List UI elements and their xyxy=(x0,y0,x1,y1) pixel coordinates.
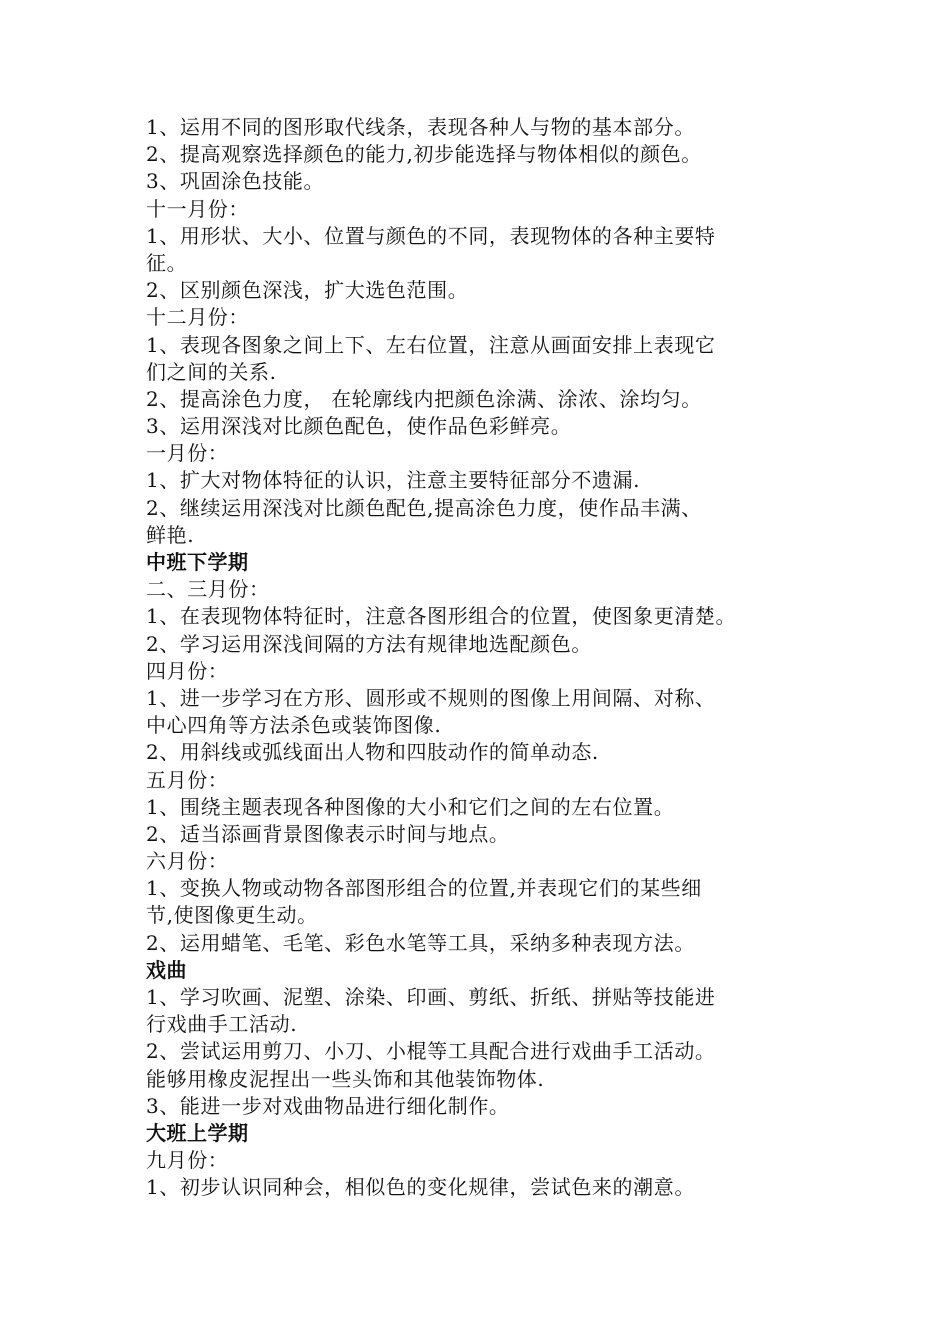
text-line: 1、变换人物或动物各部图形组合的位置,并表现它们的某些细 xyxy=(146,876,702,901)
text-line: 征。 xyxy=(146,250,188,275)
text-line: 五月份： xyxy=(146,767,229,792)
text-line: 一月份： xyxy=(146,441,229,466)
text-line: 十一月份： xyxy=(146,196,249,221)
section-heading: 大班上学期 xyxy=(146,1120,249,1145)
section-heading: 中班下学期 xyxy=(146,550,249,574)
text-line: 2、尝试运用剪刀、小刀、小棍等工具配合进行戏曲手工活动。 xyxy=(146,1039,716,1064)
text-line: 1、运用不同的图形取代线条，表现各种人与物的基本部分。 xyxy=(146,115,695,139)
text-line: 3、能进一步对戏曲物品进行细化制作。 xyxy=(146,1093,510,1118)
text-line: 1、在表现物体特征时，注意各图形组合的位置，使图象更清楚。 xyxy=(146,604,737,629)
text-line: 1、初步认识同种会，相似色的变化规律，尝试色来的潮意。 xyxy=(146,1175,695,1200)
text-line: 行戏曲手工活动. xyxy=(146,1012,298,1037)
text-line: 2、提高观察选择颜色的能力,初步能选择与物体相似的颜色。 xyxy=(146,142,702,167)
text-line: 四月份： xyxy=(146,658,229,683)
text-line: 能够用橡皮泥捏出一些头饰和其他装饰物体. xyxy=(146,1066,545,1091)
text-line: 2、提高涂色力度， 在轮廓线内把颜色涂满、涂浓、涂均匀。 xyxy=(146,386,702,411)
text-line: 中心四角等方法杀色或装饰图像. xyxy=(146,713,442,738)
text-line: 1、围绕主题表现各种图像的大小和它们之间的左右位置。 xyxy=(146,794,675,819)
text-line: 二、三月份： xyxy=(146,577,270,602)
text-line: 鲜艳. xyxy=(146,522,195,547)
text-line: 节,使图像更生动。 xyxy=(146,903,318,928)
text-line: 1、学习吹画、泥塑、涂染、印画、剪纸、折纸、拼贴等技能进 xyxy=(146,985,716,1009)
text-line: 六月份： xyxy=(146,849,229,874)
text-line: 3、巩固涂色技能。 xyxy=(146,169,325,194)
text-line: 2、适当添画背景图像表示时间与地点。 xyxy=(146,821,510,846)
text-line: 2、用斜线或弧线面出人物和四肢动作的简单动态. xyxy=(146,740,599,765)
text-line: 2、学习运用深浅间隔的方法有规律地选配颜色。 xyxy=(146,631,592,656)
text-line: 们之间的关系. xyxy=(146,359,277,384)
text-line: 1、表现各图象之间上下、左右位置，注意从画面安排上表现它 xyxy=(146,332,716,357)
text-line: 1、进一步学习在方形、圆形或不规则的图像上用间隔、对称、 xyxy=(146,685,716,710)
text-line: 2、区别颜色深浅，扩大选色范围。 xyxy=(146,278,469,303)
text-line: 九月份： xyxy=(146,1148,229,1173)
document-page xyxy=(146,114,836,1202)
text-line: 2、运用蜡笔、毛笔、彩色水笔等工具，采纳多种表现方法。 xyxy=(146,930,695,955)
text-line: 1、扩大对物体特征的认识，注意主要特征部分不遗漏. xyxy=(146,468,641,493)
text-line: 3、运用深浅对比颜色配色，使作品色彩鲜亮。 xyxy=(146,414,572,439)
section-heading: 戏曲 xyxy=(146,957,187,982)
text-line: 十二月份： xyxy=(146,305,249,330)
text-line: 1、用形状、大小、位置与颜色的不同，表现物体的各种主要特 xyxy=(146,223,716,248)
text-line: 2、继续运用深浅对比颜色配色,提高涂色力度，使作品丰满、 xyxy=(146,495,702,520)
